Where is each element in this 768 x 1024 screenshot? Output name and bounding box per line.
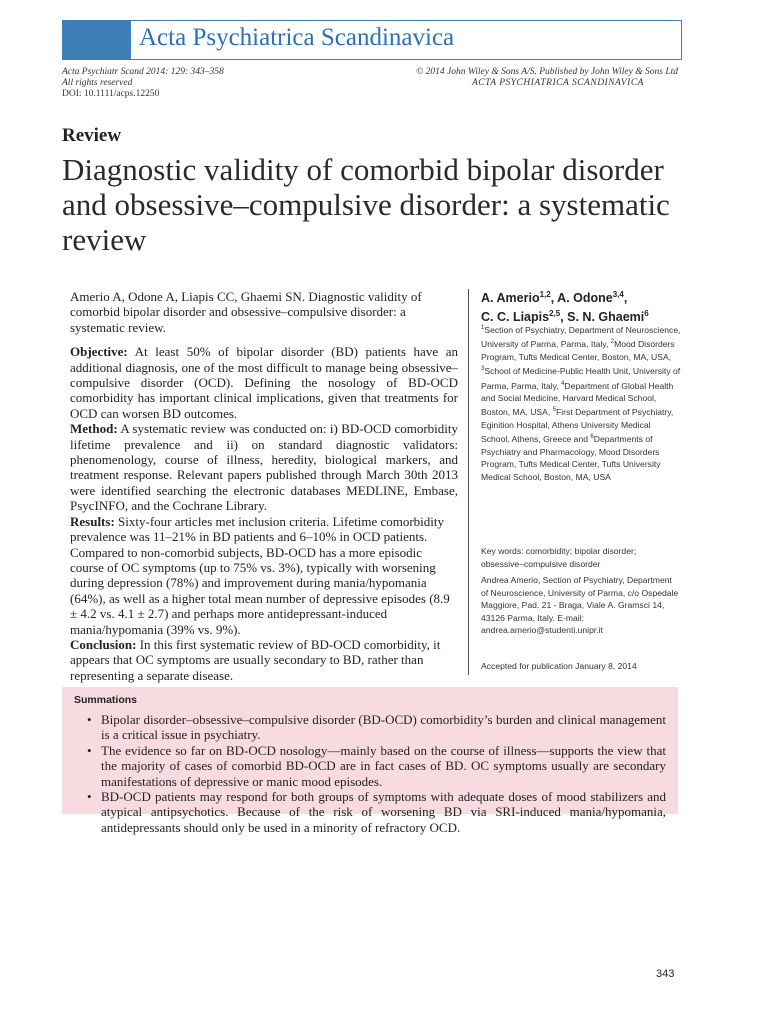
abstract-objective: [70, 344, 458, 421]
affiliation-text: First Department of Psychiatry, Eginition Hospital, Athens University Medical School, Athens, Greece and: [481, 407, 674, 445]
author-4: , S. N. Ghaemi: [560, 310, 645, 325]
summation-item: • The evidence so far on BD-OCD nosology—mainly based on the course of illness—supports the view that the majority of cases of comorbid BD-OCD are in fact cases of BD. OC symptoms usually are secondary manifestations of depressive or manic mood episodes.: [101, 743, 666, 789]
objective-label: Objective:: [70, 344, 128, 360]
copyright-line: © 2014 John Wiley & Sons A/S. Published by John Wiley & Sons Ltd: [416, 67, 678, 77]
publisher-meta: [348, 67, 678, 89]
doi: DOI: 10.1111/acps.12250: [62, 89, 160, 99]
affiliation-text: School of Medicine-Public Health Unit, University of Parma, Parma, Italy,: [481, 366, 681, 391]
affiliation-text: Department of Global Health and Social Medicine, Harvard Medical School, Boston, MA, USA,: [481, 380, 674, 418]
summations-list: [74, 712, 666, 835]
affiliation-text: Mood Disorders Program, Tufts Medical Center, Boston, MA, USA,: [481, 339, 675, 362]
author-3: C. C. Liapis: [481, 310, 550, 325]
author-1: A. Amerio: [481, 291, 540, 306]
affiliation-sup: 2: [610, 339, 615, 346]
affiliation-sup: 3: [481, 366, 485, 373]
method-text: A systematic review was conducted on: i) BD-OCD comorbidity lifetime prevalence and ii) on standard diagnostic validators: phenomenology, course of illness, heredity, biological markers, and treatment response. Relevant papers published through March 30th 2013 were identified searching the electronic databases MEDLINE, Embase, PsycINFO, and the Cochrane Library.: [70, 421, 458, 514]
abstract-results: [70, 514, 458, 637]
affiliation-sup: 4: [561, 380, 565, 387]
affiliation-sup: 5: [552, 407, 556, 414]
author-3-affil: 2,5: [549, 309, 561, 319]
rights-statement: All rights reserved: [62, 78, 133, 88]
affiliation-sup: 1: [481, 325, 485, 331]
keywords: Key words: comorbidity; bipolar disorder; obsessive–compulsive disorder: [481, 546, 637, 569]
conclusion-text: In this first systematic review of BD-OCD comorbidity, it appears that OC symptoms are usually secondary to BD, rather than representing a separate disease.: [70, 636, 441, 683]
article-section-type: Review: [62, 125, 122, 146]
summations-heading: Summations: [74, 694, 138, 706]
journal-caps-line: ACTA PSYCHIATRICA SCANDINAVICA: [472, 78, 644, 88]
author-2-affil: 3,4: [612, 290, 624, 299]
journal-title: Acta Psychiatrica Scandinavica: [139, 24, 455, 51]
results-label: Results:: [70, 513, 115, 529]
journal-banner-color-block: [63, 21, 131, 59]
results-text: Sixty-four articles met inclusion criteria. Lifetime comorbidity prevalence was 11–21% in BD patients and 6–10% in OCD patients. Compared to non-comorbid subjects, BD-OCD has a more episodic course of OC symptoms (up to 75% vs. 3%), typically with worsening during depression (78%) and improvement during mania/hypomania (64%), as well as a higher total mean number of depressive episodes (8.9 ± 4.2 vs. 4.1 ± 2.7) and perhaps more antidepressant-induced mania/hypomania (39% vs. 9%).: [70, 513, 450, 637]
affiliation-sup: 6: [590, 434, 594, 441]
correspondence: Andrea Amerio, Section of Psychiatry, Department of Neuroscience, University of Parma, c/o Ospedale Maggiore, Pad. 21 - Braga, Viale A. Gramsci 14, 43126 Parma, Italy. E-mail: andrea.amerio@studenti.unipr.it: [481, 575, 679, 635]
journal-citation: Acta Psychiatr Scand 2014: 129: 343–358: [62, 67, 224, 77]
affiliation-text: Section of Psychiatry, Department of Neuroscience, University of Parma, Parma, Italy,: [481, 324, 681, 350]
summations-box: [62, 687, 678, 835]
abstract-citation: Amerio A, Odone A, Liapis CC, Ghaemi SN. Diagnostic validity of comorbid bipolar disorder and obsessive–compulsive disorder: a systematic review.: [70, 289, 422, 335]
summation-item: • BD-OCD patients may respond for both groups of symptoms with adequate doses of mood stabilizers and atypical antipsychotics. Because of the risk of worsening BD via SRI-induced mania/hypomania, antidepressants should only be used in a minority of refractory OCD.: [101, 789, 666, 835]
summation-item: • Bipolar disorder–obsessive–compulsive disorder (BD-OCD) comorbidity’s burden and clinical management is a critical issue in psychiatry.: [101, 712, 666, 743]
column-divider: [468, 289, 469, 675]
author-2: , A. Odone: [550, 291, 613, 306]
abstract: [70, 289, 458, 683]
conclusion-label: Conclusion:: [70, 636, 137, 652]
objective-text: At least 50% of bipolar disorder (BD) patients have an additional diagnosis, one of the most difficult to manage being obsessive–compulsive disorder (OCD). Defining the nosology of BD-OCD comorbidity has important clinical implications, given that treatments for OCD can worsen BD outcomes.: [70, 344, 458, 421]
abstract-method: [70, 421, 458, 513]
abstract-conclusion: [70, 637, 458, 683]
article-title: Diagnostic validity of comorbid bipolar disorder and obsessive–compulsive disorder: a systematic review: [62, 152, 670, 257]
author-1-affil: 1,2: [539, 290, 551, 299]
method-label: Method:: [70, 421, 118, 437]
page-number: 343: [656, 968, 675, 980]
affiliation-text: Departments of Psychiatry and Pharmacology, Mood Disorders Program, Tufts Medical Center, Tufts University Medical School, Boston, MA, USA: [481, 434, 661, 482]
author-4-affil: 6: [644, 309, 649, 319]
citation-meta: [62, 67, 224, 100]
journal-banner: [62, 20, 682, 60]
author-list: [481, 287, 681, 325]
affiliations: [481, 322, 681, 483]
author-separator: ,: [623, 291, 628, 306]
accepted-date: Accepted for publication January 8, 2014: [481, 661, 637, 671]
